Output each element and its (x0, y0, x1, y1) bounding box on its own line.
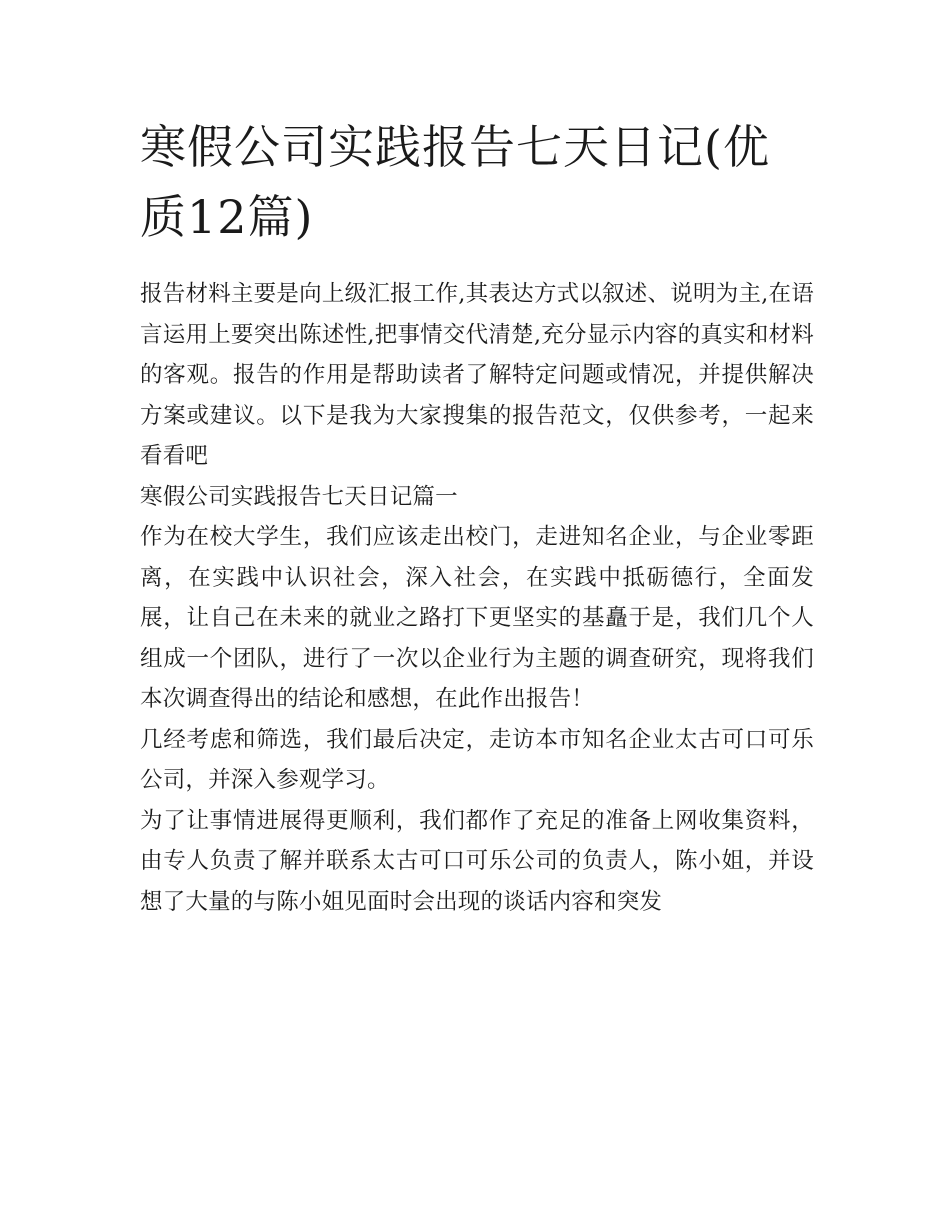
section-heading: 寒假公司实践报告七天日记篇一 (140, 483, 458, 510)
body-paragraph: 为了让事情进展得更顺利，我们都作了充足的准备上网收集资料，由专人负责了解并联系太古可口可乐公司的负责人，陈小姐，并设想了大量的与陈小姐见面时会出现的谈话内容和突发 (140, 807, 814, 915)
body-paragraph: 几经考虑和筛选，我们最后决定，走访本市知名企业太古可口可乐公司，并深入参观学习。 (140, 726, 814, 793)
document-page (140, 112, 814, 922)
document-title: 寒假公司实践报告七天日记(优质12篇) (140, 120, 770, 244)
body-paragraph: 作为在校大学生，我们应该走出校门，走进知名企业，与企业零距离，在实践中认识社会，深入社会，在实践中抵砺德行，全面发展，让自己在未来的就业之路打下更坚实的基矗于是，我们几个人组成一个团队，进行了一次以企业行为主题的调查研究，现将我们本次调查得出的结论和感想，在此作出报告！ (140, 524, 814, 712)
intro-paragraph: 报告材料主要是向上级汇报工作,其表达方式以叙述、说明为主,在语言运用上要突出陈述性,把事情交代清楚,充分显示内容的真实和材料的客观。报告的作用是帮助读者了解特定问题或情况，并提供解决方案或建议。以下是我为大家搜集的报告范文，仅供参考，一起来看看吧 (140, 281, 814, 469)
